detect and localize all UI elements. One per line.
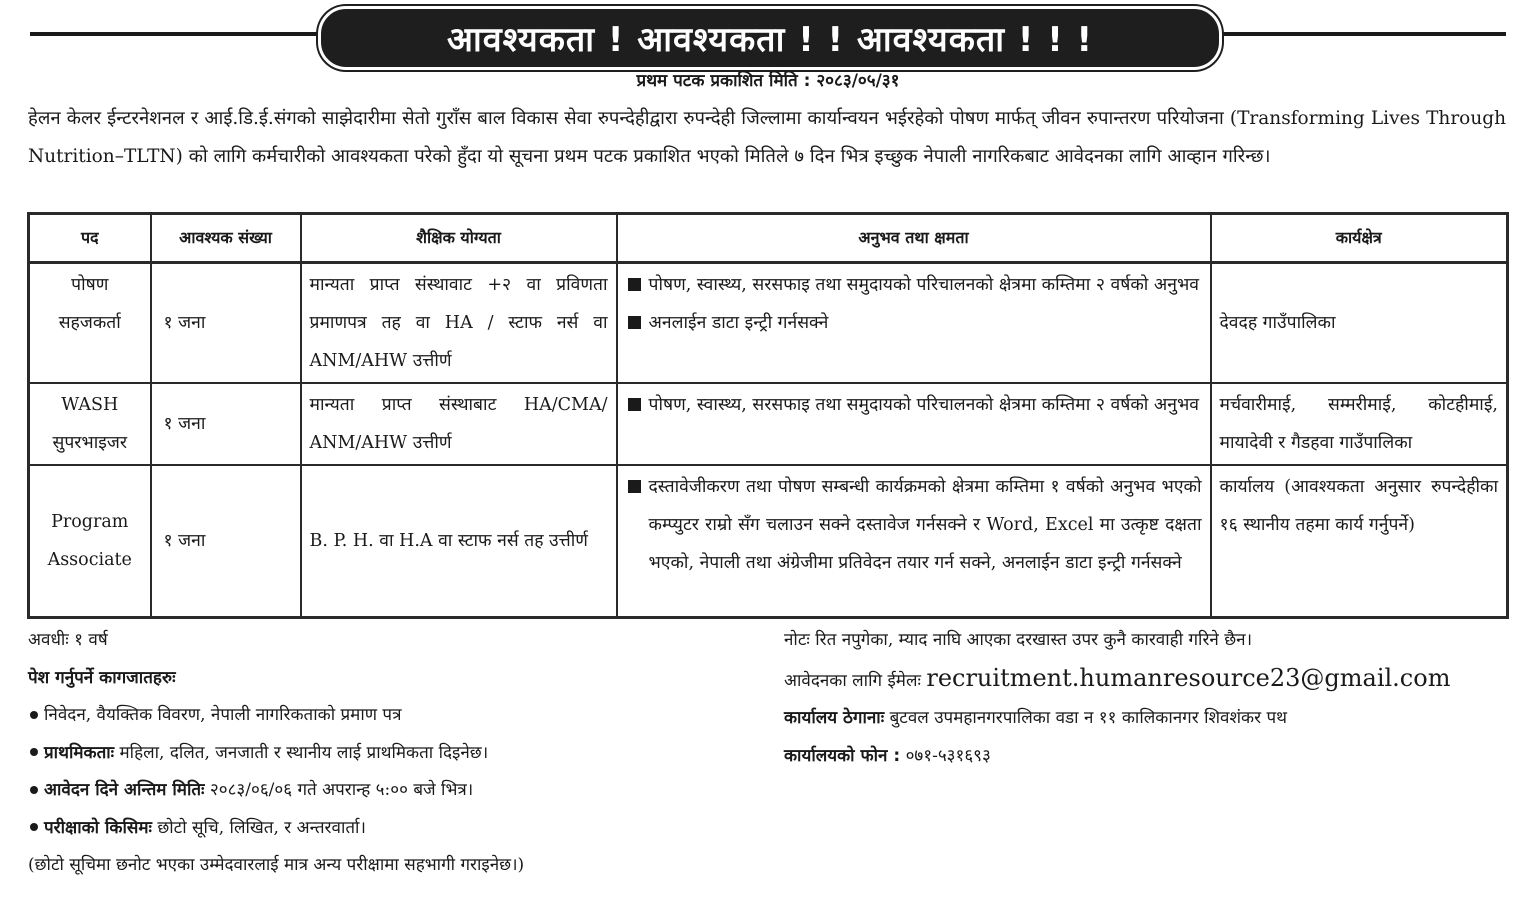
exam-note: (छोटो सूचिमा छनोट भएका उम्मेदवारलाई मात्र अन्य परीक्षामा सहभागी गराइनेछ।) [28,855,525,875]
header-qualification: शैक्षिक योग्यता [301,214,617,263]
documents-item [28,697,748,735]
address-line [784,700,1524,738]
cell-experience [617,263,1211,384]
priority-label: प्राथमिकताः [44,742,115,763]
cell-post: पोषण सहजकर्ता [29,263,151,384]
vacancy-table [27,212,1509,619]
banner-box [318,6,1222,70]
experience-item [626,468,1202,582]
cell-qualification: B. P. H. वा H.A वा स्टाफ नर्स तह उत्तीर्ण [301,465,617,617]
bullet-dot-icon [30,748,38,756]
footer-right [784,622,1524,775]
phone-line [784,738,1524,776]
experience-item [626,386,1202,424]
header-region: कार्यक्षेत्र [1211,214,1508,263]
square-bullet-icon [628,278,641,291]
region-text: देवदह गाउँपालिका [1219,313,1336,333]
header-banner [0,2,1536,66]
bullet-dot-icon [30,823,38,831]
cell-post: Program Associate [29,465,151,617]
priority-text: महिला, दलित, जनजाती र स्थानीय लाई प्राथमिकता दिइनेछ। [119,742,489,763]
cell-qualification: मान्यता प्राप्त संस्थाबाट HA/CMA/ ANM/AHW उत्तीर्ण [301,383,617,465]
header-post: पद [29,214,151,263]
experience-item [626,266,1202,304]
experience-text: दस्तावेजीकरण तथा पोषण सम्बन्धी कार्यक्रमको क्षेत्रमा कम्तिमा १ वर्षको अनुभव भएको कम्प्युटर राम्रो सँग चलाउन सक्ने दस्तावेज गर्नसक्ने र Word, Excel मा उत्कृष्ट दक्षता भएको, नेपाली तथा अंग्रेजीमा प्रतिवेदन तयार गर्न सक्ने, अनलाईन डाटा इन्ट्री गर्नसक्ने [648,477,1202,573]
header-experience: अनुभव तथा क्षमता [617,214,1211,263]
cell-post: WASH सुपरभाइजर [29,383,151,465]
note: नोटः रित नपुगेका, म्याद नाघि आएका दरखास्त उपर कुनै कारवाही गरिने छैन। [784,630,1253,650]
footer-left [28,622,748,885]
cell-region: मर्चवारीमाई, सम्मरीमाई, कोटहीमाई, मायादेवी र गैडहवा गाउँपालिका [1211,383,1508,465]
publication-date-value: २०८३/०५/३१ [816,71,900,91]
cell-region [1211,263,1508,384]
bullet-dot-icon [30,786,38,794]
phone-label: कार्यालयको फोन : [784,745,901,766]
cell-qualification: मान्यता प्राप्त संस्थावाट +२ वा प्रविणता प्रमाणपत्र तह वा HA / स्टाफ नर्स वा ANM/AHW उत्तीर्ण [301,263,617,384]
cell-count: १ जना [151,383,301,465]
experience-text: अनलाईन डाटा इन्ट्री गर्नसक्ने [648,313,829,333]
publication-date [0,68,1536,91]
experience-text: पोषण, स्वास्थ्य, सरसफाइ तथा समुदायको परिचालनको क्षेत्रमा कम्तिमा २ वर्षको अनुभव [648,275,1199,295]
email-line [784,660,1524,701]
exam-label: परीक्षाको किसिमः [44,817,152,838]
documents-heading: पेश गर्नुपर्ने कागजातहरुः [28,667,176,688]
intro-paragraph [28,100,1506,176]
publication-date-label: प्रथम पटक प्रकाशित मिति : [636,71,811,91]
table-row [29,465,1508,617]
square-bullet-icon [628,398,641,411]
experience-text: पोषण, स्वास्थ्य, सरसफाइ तथा समुदायको परिचालनको क्षेत्रमा कम्तिमा २ वर्षको अनुभव [648,395,1199,415]
square-bullet-icon [628,480,641,493]
priority-item [28,735,748,773]
deadline-text: २०८३/०६/०६ गते अपरान्ह ५:०० बजे भित्र। [209,780,474,800]
experience-item [626,304,1202,342]
square-bullet-icon [628,316,641,329]
exam-text: छोटो सूचि, लिखित, र अन्तरवार्ता। [157,817,366,838]
email-address[interactable]: recruitment.humanresource23@gmail.com [926,663,1451,692]
cell-count: १ जना [151,263,301,384]
cell-region: कार्यालय (आवश्यकता अनुसार रुपन्देहीका १६ स्थानीय तहमा कार्य गर्नुपर्ने) [1211,465,1508,617]
duration: अवधीः १ वर्ष [28,630,108,650]
phone-number: ०७१-५३१६९३ [905,745,991,766]
email-label: आवेदनका लागि ईमेलः [784,670,921,691]
header-count: आवश्यक संख्या [151,214,301,263]
bullet-dot-icon [30,711,38,719]
exam-item [28,810,748,848]
table-row [29,263,1508,384]
intro-text: हेलन केलर ईन्टरनेशनल र आई.डि.ई.संगको साझेदारीमा सेतो गुराँस बाल विकास सेवा रुपन्देहीद्वारा रुपन्देही जिल्लामा कार्यान्वयन भईरहेको पोषण मार्फत् जीवन रुपान्तरण परियोजना (Transforming Lives Through Nutrition–TLTN) को लागि कर्मचारीको आवश्यकता परेको हुँदा यो सूचना प्रथम पटक प्रकाशित भएको मितिले ७ दिन भित्र इच्छुक नेपाली नागरिकबाट आवेदनका लागि आव्हान गरिन्छ। [28,108,1506,167]
banner-title: आवश्यकता ! आवश्यकता ! ! आवश्यकता ! ! ! [446,20,1094,60]
address-label: कार्यालय ठेगानाः [784,708,885,728]
cell-experience [617,383,1211,465]
table-header-row [29,214,1508,263]
address-text: बुटवल उपमहानगरपालिका वडा न ११ कालिकानगर शिवशंकर पथ [889,708,1287,728]
documents-text: निवेदन, वैयक्तिक विवरण, नेपाली नागरिकताको प्रमाण पत्र [44,705,402,725]
deadline-item [28,772,748,810]
cell-count: १ जना [151,465,301,617]
cell-experience [617,465,1211,617]
table-row [29,383,1508,465]
deadline-label: आवेदन दिने अन्तिम मितिः [44,780,205,800]
